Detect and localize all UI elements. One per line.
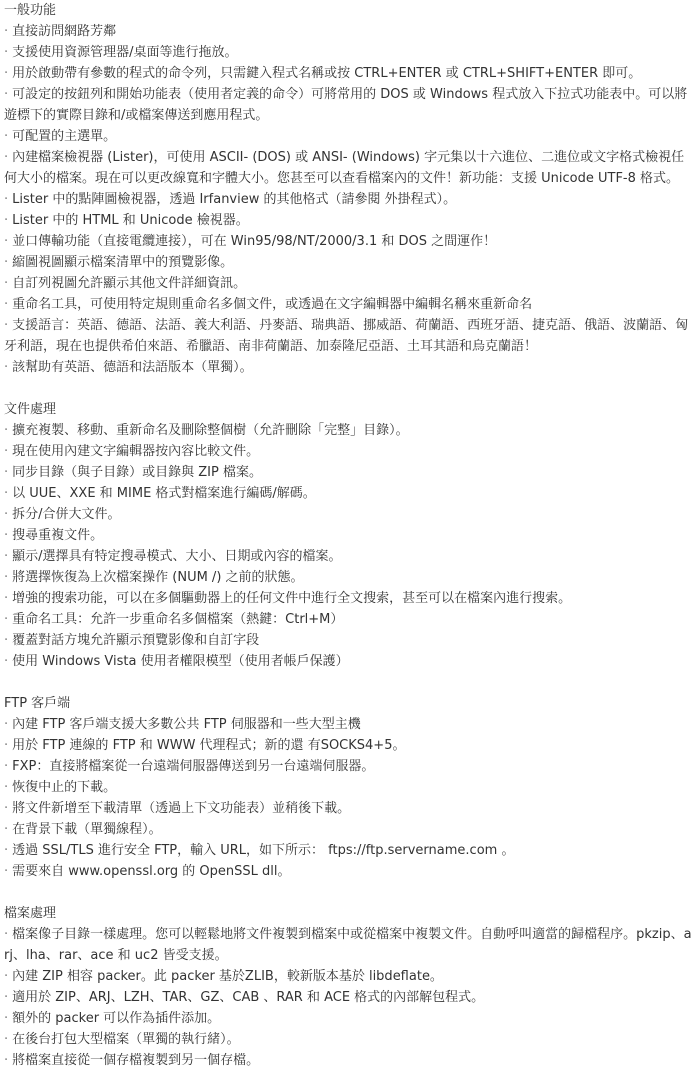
feature-item: [4, 1029, 696, 1050]
bullet-dot-icon: ·: [4, 297, 9, 312]
feature-item-text: 恢復中止的下載。: [12, 780, 117, 795]
feature-item-text: 在後台打包大型檔案（單獨的執行緒）。: [12, 1032, 240, 1047]
feature-item: [4, 1050, 696, 1071]
bullet-dot-icon: ·: [4, 654, 9, 669]
feature-item: [4, 483, 696, 504]
section-title: 一般功能: [4, 3, 57, 18]
feature-item-text: 拆分/合併大文件。: [12, 507, 121, 522]
bullet-dot-icon: ·: [4, 759, 9, 774]
feature-item-text: 支援使用資源管理器/桌面等進行拖放。: [12, 45, 238, 60]
feature-item-text: 將選擇恢復為上次檔案操作 (NUM /) 之前的狀態。: [12, 570, 304, 585]
bullet-dot-icon: ·: [4, 591, 9, 606]
feature-item: [4, 84, 696, 126]
feature-item-text: FXP：直接將檔案從一台遠端伺服器傳送到另一台遠端伺服器。: [12, 759, 375, 774]
bullet-dot-icon: ·: [4, 990, 9, 1005]
feature-item-text: 直接訪問網路芳鄰: [12, 24, 117, 39]
bullet-dot-icon: ·: [4, 633, 9, 648]
sections-container: [4, 0, 696, 1071]
feature-item: [4, 777, 696, 798]
feature-item-text: 增強的搜索功能，可以在多個驅動器上的任何文件中進行全文搜索，甚至可以在檔案內進行搜索。: [12, 591, 572, 606]
bullet-dot-icon: ·: [4, 486, 9, 501]
feature-item-text: 可設定的按鈕列和開始功能表（使用者定義的命令）可將常用的 DOS 或 Windows 程式放入下拉式功能表中。可以將遊標下的實際目錄和/或檔案傳送到應用程式。: [4, 87, 688, 123]
feature-item-text: Lister 中的 HTML 和 Unicode 檢視器。: [12, 213, 249, 228]
bullet-dot-icon: ·: [4, 570, 9, 585]
bullet-dot-icon: ·: [4, 465, 9, 480]
feature-item: [4, 798, 696, 819]
feature-item: [4, 441, 696, 462]
feature-item: [4, 252, 696, 273]
feature-item-text: 內建 ZIP 相容 packer。此 packer 基於ZLIB，較新版本基於 libdeflate。: [12, 969, 443, 984]
feature-item-text: 重命名工具，可使用特定規則重命名多個文件，或透過在文字編輯器中編輯名稱來重新命名: [12, 297, 533, 312]
feature-item-text: 覆蓋對話方塊允許顯示預覽影像和自訂字段: [12, 633, 260, 648]
feature-item-text: 檔案像子目錄一樣處理。您可以輕鬆地將文件複製到檔案中或從檔案中複製文件。自動呼叫適當的歸檔程序。pkzip、arj、lha、rar、ace 和 uc2 皆受支援。: [4, 927, 692, 963]
bullet-dot-icon: ·: [4, 444, 9, 459]
bullet-dot-icon: ·: [4, 255, 9, 270]
feature-item: [4, 357, 696, 378]
bullet-dot-icon: ·: [4, 528, 9, 543]
feature-item: [4, 609, 696, 630]
feature-item: [4, 1008, 696, 1029]
feature-item-text: 內建 FTP 客戶端支援大多數公共 FTP 伺服器和一些大型主機: [12, 717, 361, 732]
bullet-dot-icon: ·: [4, 24, 9, 39]
bullet-dot-icon: ·: [4, 213, 9, 228]
feature-item: [4, 861, 696, 882]
bullet-dot-icon: ·: [4, 192, 9, 207]
feature-item-text: 在背景下載（單獨線程）。: [12, 822, 162, 837]
feature-item-text: 需要來自 www.openssl.org 的 OpenSSL dll。: [12, 864, 291, 879]
bullet-dot-icon: ·: [4, 843, 9, 858]
feature-item-text: 現在使用內建文字編輯器按內容比較文件。: [12, 444, 260, 459]
feature-item: [4, 819, 696, 840]
bullet-dot-icon: ·: [4, 234, 9, 249]
feature-item: [4, 546, 696, 567]
feature-item: [4, 147, 696, 189]
feature-item: [4, 756, 696, 777]
feature-item: [4, 567, 696, 588]
bullet-dot-icon: ·: [4, 45, 9, 60]
feature-section: [4, 693, 696, 882]
feature-item: [4, 462, 696, 483]
feature-item: [4, 294, 696, 315]
feature-item: [4, 987, 696, 1008]
bullet-dot-icon: ·: [4, 612, 9, 627]
feature-item-text: 自訂列視圖允許顯示其他文件詳細資訊。: [12, 276, 247, 291]
feature-item: [4, 420, 696, 441]
feature-section: [4, 399, 696, 672]
bullet-dot-icon: ·: [4, 1053, 9, 1068]
feature-item-text: 顯示/選擇具有特定搜尋模式、大小、日期或內容的檔案。: [12, 549, 342, 564]
feature-item-text: 支援語言：英語、德語、法語、義大利語、丹麥語、瑞典語、挪威語、荷蘭語、西班牙語、捷克語、俄語、波蘭語、匈牙利語，現在也提供希伯來語、希臘語、南非荷蘭語、加泰隆尼亞語、土耳其語和烏克蘭語！: [4, 318, 689, 354]
feature-item-text: 將文件新增至下載清單（透過上下文功能表）並稍後下載。: [12, 801, 351, 816]
feature-item: [4, 525, 696, 546]
bullet-dot-icon: ·: [4, 864, 9, 879]
feature-item: [4, 273, 696, 294]
feature-item: [4, 189, 696, 210]
bullet-dot-icon: ·: [4, 969, 9, 984]
bullet-dot-icon: ·: [4, 150, 9, 165]
feature-section: [4, 903, 696, 1071]
feature-item-text: 內建檔案檢視器 (Lister)，可使用 ASCII- (DOS) 或 ANSI- (Windows) 字元集以十六進位、二進位或文字格式檢視任何大小的檔案。現在可以更改線寬和字體大小。您甚至可以查看檔案內的文件！新功能：支援 Unicode UTF-8 格式。: [4, 150, 685, 186]
feature-item-text: 該幫助有英語、德語和法語版本（單獨）。: [12, 360, 253, 375]
bullet-dot-icon: ·: [4, 360, 9, 375]
section-title: 檔案處理: [4, 906, 57, 921]
feature-item-text: 搜尋重複文件。: [12, 528, 104, 543]
bullet-dot-icon: ·: [4, 738, 9, 753]
bullet-dot-icon: ·: [4, 1032, 9, 1047]
feature-item: [4, 210, 696, 231]
feature-item: [4, 924, 696, 966]
feature-item: [4, 714, 696, 735]
bullet-dot-icon: ·: [4, 780, 9, 795]
bullet-dot-icon: ·: [4, 276, 9, 291]
feature-item: [4, 42, 696, 63]
feature-item: [4, 651, 696, 672]
bullet-dot-icon: ·: [4, 87, 9, 102]
feature-item-text: 縮圖視圖顯示檔案清單中的預覽影像。: [12, 255, 234, 270]
feature-item-text: 透過 SSL/TLS 進行安全 FTP，輸入 URL，如下所示： ftps://ftp.servername.com 。: [12, 843, 515, 858]
section-title: 文件處理: [4, 402, 57, 417]
feature-item: [4, 588, 696, 609]
feature-item-text: 用於啟動帶有參數的程式的命令列，只需鍵入程式名稱或按 CTRL+ENTER 或 CTRL+SHIFT+ENTER 即可。: [12, 66, 642, 81]
bullet-dot-icon: ·: [4, 129, 9, 144]
bullet-dot-icon: ·: [4, 549, 9, 564]
feature-item-text: 重命名工具：允許一步重命名多個檔案（熱鍵：Ctrl+M）: [12, 612, 344, 627]
feature-item-text: 額外的 packer 可以作為插件添加。: [12, 1011, 221, 1026]
bullet-dot-icon: ·: [4, 423, 9, 438]
bullet-dot-icon: ·: [4, 927, 9, 942]
feature-item: [4, 735, 696, 756]
feature-item: [4, 63, 696, 84]
feature-item-text: 用於 FTP 連線的 FTP 和 WWW 代理程式；新的還 有SOCKS4+5。: [12, 738, 406, 753]
bullet-dot-icon: ·: [4, 801, 9, 816]
feature-item-text: 以 UUE、XXE 和 MIME 格式對檔案進行編碼/解碼。: [12, 486, 316, 501]
feature-item-text: 將檔案直接從一個存檔複製到另一個存檔。: [12, 1053, 260, 1068]
feature-item: [4, 504, 696, 525]
feature-item: [4, 315, 696, 357]
feature-section: [4, 0, 696, 378]
bullet-dot-icon: ·: [4, 318, 9, 333]
feature-item: [4, 126, 696, 147]
feature-item: [4, 966, 696, 987]
bullet-dot-icon: ·: [4, 1011, 9, 1026]
bullet-dot-icon: ·: [4, 66, 9, 81]
feature-item: [4, 840, 696, 861]
feature-item-text: 同步目錄（與子目錄）或目錄與 ZIP 檔案。: [12, 465, 262, 480]
bullet-dot-icon: ·: [4, 822, 9, 837]
section-title: FTP 客戶端: [4, 696, 71, 711]
feature-item-text: Lister 中的點陣圖檢視器，透過 Irfanview 的其他格式（請參閱 外掛程式）。: [12, 192, 457, 207]
bullet-dot-icon: ·: [4, 717, 9, 732]
feature-item-text: 適用於 ZIP、ARJ、LZH、TAR、GZ、CAB 、RAR 和 ACE 格式的內部解包程式。: [12, 990, 485, 1005]
feature-item-text: 可配置的主選單。: [12, 129, 117, 144]
feature-item: [4, 231, 696, 252]
feature-item-text: 使用 Windows Vista 使用者權限模型（使用者帳戶保護）: [12, 654, 349, 669]
feature-item: [4, 21, 696, 42]
feature-item-text: 擴充複製、移動、重新命名及刪除整個樹（允許刪除「完整」目錄）。: [12, 423, 409, 438]
feature-item: [4, 630, 696, 651]
feature-item-text: 並口傳輸功能（直接電纜連接），可在 Win95/98/NT/2000/3.1 和 DOS 之間運作！: [12, 234, 497, 249]
bullet-dot-icon: ·: [4, 507, 9, 522]
